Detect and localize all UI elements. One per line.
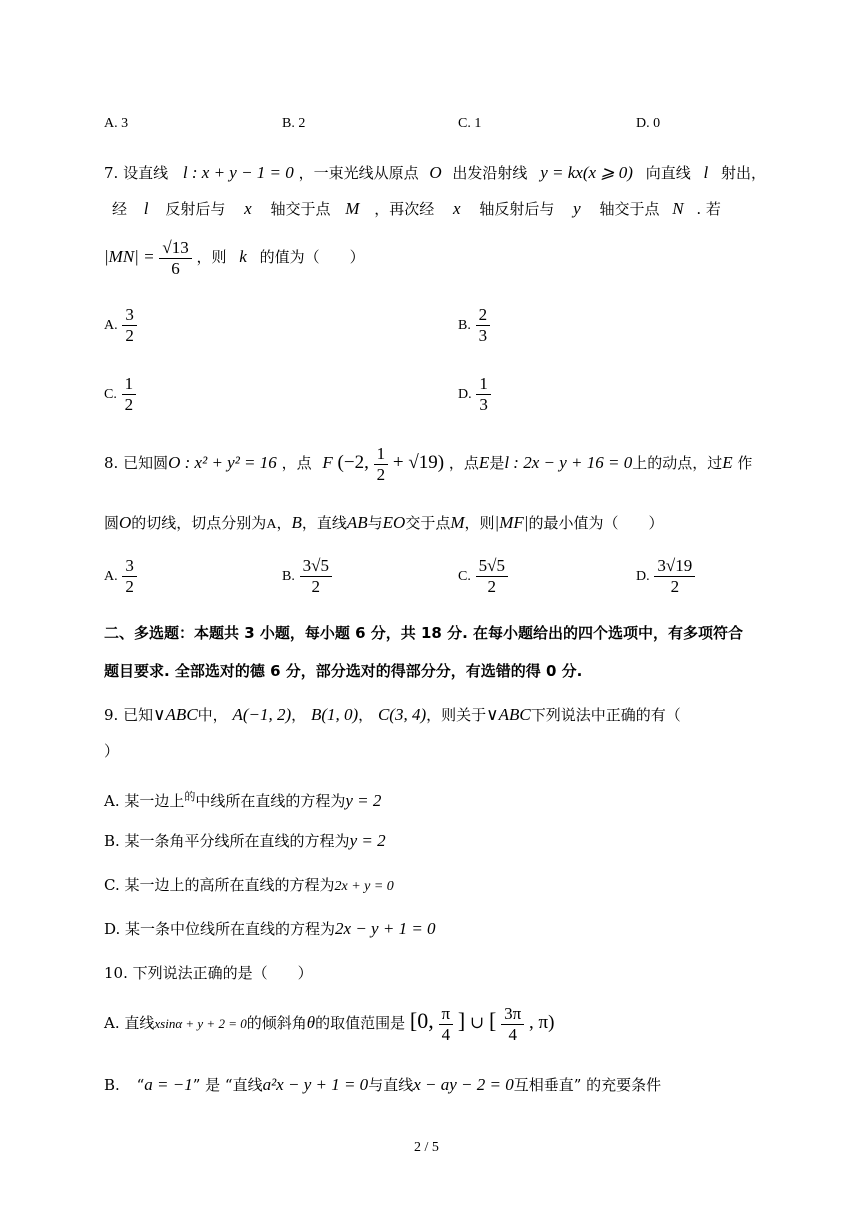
q7-text: 轴交于点 bbox=[270, 200, 331, 218]
q6-option-c: C. 1 bbox=[458, 116, 482, 131]
q7-text: ，再次经 bbox=[374, 200, 435, 218]
option-equation: x − ay − 2 = 0 bbox=[413, 1075, 514, 1094]
q7-text: 轴交于点 bbox=[599, 200, 660, 218]
option-fraction bbox=[300, 556, 332, 596]
option-text: A. 直线 bbox=[104, 1014, 155, 1033]
q7-text: 射出， bbox=[721, 164, 767, 182]
q7-mn-fraction bbox=[159, 238, 191, 278]
option-equation: a = −1 bbox=[144, 1075, 193, 1094]
option-equation: a²x − y + 1 = 0 bbox=[262, 1075, 369, 1094]
q8-option-c bbox=[458, 556, 508, 596]
fraction-numerator: 5√5 bbox=[476, 556, 508, 577]
q8-text: 是 bbox=[489, 454, 505, 473]
q7-text: 的值为（ ） bbox=[259, 248, 365, 267]
q8-f-coord: + √19) bbox=[392, 452, 445, 474]
q8-point-f: F bbox=[322, 453, 333, 473]
option-text: 中线所在直线的方程为 bbox=[195, 792, 346, 810]
option-label: D. bbox=[458, 387, 472, 403]
q7-text: 轴反射后与 bbox=[479, 200, 555, 218]
option-equation: 2x − y + 1 = 0 bbox=[335, 919, 436, 938]
fraction-numerator: 3 bbox=[122, 305, 137, 326]
q8-stem-line1 bbox=[104, 444, 752, 484]
q7-l: l bbox=[143, 199, 149, 218]
q9-point-a: A(−1, 2) bbox=[232, 705, 292, 724]
q8-line-eq: l : 2x − y + 16 = 0 bbox=[504, 453, 633, 473]
q10-stem: 10. 下列说法正确的是（ ） bbox=[104, 964, 313, 982]
fraction-numerator: π bbox=[439, 1004, 454, 1025]
fraction-denominator: 2 bbox=[376, 464, 386, 484]
q9-point-c: C(3, 4) bbox=[377, 705, 427, 724]
q7-origin: O bbox=[429, 163, 442, 182]
q7-line-eq: l : x + y − 1 = 0 bbox=[182, 163, 294, 182]
q8-text: 的最小值为（ ） bbox=[528, 514, 664, 532]
option-text: 的倾斜角 bbox=[246, 1014, 307, 1033]
range-bracket: [ bbox=[489, 1008, 497, 1034]
q9-triangle: ∨ABC bbox=[153, 705, 198, 724]
q8-number: 8. bbox=[104, 454, 119, 473]
option-fraction bbox=[476, 305, 491, 345]
option-equation: y = 2 bbox=[345, 791, 382, 810]
q7-stem-line1 bbox=[104, 162, 766, 183]
option-label: B. bbox=[282, 569, 295, 585]
q7-option-a bbox=[104, 305, 137, 345]
option-text: 的取值范围是 bbox=[315, 1014, 406, 1033]
option-label: C. bbox=[458, 569, 471, 585]
q8-point-m: M bbox=[450, 513, 465, 532]
fraction-numerator: 3π bbox=[501, 1004, 524, 1025]
option-fraction bbox=[654, 556, 695, 596]
fraction-numerator: 2 bbox=[476, 305, 491, 326]
q8-text: 的切线，切点分别为 bbox=[131, 514, 267, 532]
q6-option-a: A. 3 bbox=[104, 116, 129, 131]
fraction-denominator: 2 bbox=[311, 576, 321, 596]
q8-text: ，点 bbox=[448, 454, 479, 473]
q9-close-paren: ） bbox=[104, 742, 120, 760]
fraction-numerator: 1 bbox=[374, 444, 389, 465]
q8-text: 上的动点，过 bbox=[632, 454, 723, 473]
fraction-denominator: 2 bbox=[124, 394, 134, 414]
q9-option-d bbox=[104, 918, 436, 939]
q9-number: 9. bbox=[104, 706, 119, 724]
q7-stem-line3 bbox=[104, 238, 365, 278]
fraction-denominator: 3 bbox=[479, 394, 488, 414]
option-equation: xsinα + y + 2 = 0 bbox=[154, 1016, 247, 1032]
q7-text: . 若 bbox=[696, 200, 721, 218]
q8-stem-line2 bbox=[104, 512, 663, 533]
option-text: A. 某一边上 bbox=[104, 792, 185, 810]
q10-option-a bbox=[104, 1004, 554, 1044]
fraction-denominator: 2 bbox=[670, 576, 680, 596]
q8-f-fraction bbox=[374, 444, 389, 484]
range-fraction bbox=[501, 1004, 524, 1044]
q8-point-a: A bbox=[266, 517, 277, 532]
q8-text: 作 bbox=[737, 454, 753, 473]
q9-text: 已知 bbox=[123, 706, 154, 724]
q8-option-b bbox=[282, 556, 332, 596]
q7-text: 反射后与 bbox=[165, 200, 226, 218]
option-text: “ bbox=[136, 1076, 145, 1094]
fraction-numerator: 1 bbox=[476, 374, 491, 395]
q8-point-e: E bbox=[722, 453, 733, 473]
option-fraction bbox=[476, 556, 508, 596]
q8-text: 已知圆 bbox=[123, 454, 169, 473]
q8-mf: |MF| bbox=[494, 513, 529, 532]
option-text: 的 bbox=[184, 790, 196, 803]
union-symbol: ∪ bbox=[470, 1013, 485, 1033]
fraction-numerator: 1 bbox=[122, 374, 137, 395]
option-equation: 2x + y = 0 bbox=[334, 879, 394, 894]
q9-stem: 9. 已知∨ABC中， A(−1, 2)， B(1, 0)， C(3, 4)，则关于∨ABC下列说法中正确的有（ bbox=[104, 705, 681, 724]
range-bracket: [0, bbox=[409, 1008, 434, 1034]
q9-text: ，则关于 bbox=[426, 706, 487, 724]
option-fraction bbox=[122, 556, 137, 596]
option-label: B. bbox=[458, 318, 471, 334]
q6-option-d: D. 0 bbox=[636, 116, 661, 131]
option-fraction bbox=[122, 305, 137, 345]
q7-x: x bbox=[452, 199, 461, 218]
q8-text: ， bbox=[276, 514, 292, 532]
fraction-denominator: 2 bbox=[487, 576, 497, 596]
q7-k: k bbox=[239, 247, 247, 267]
fraction-numerator: √13 bbox=[159, 238, 191, 259]
q9-option-a bbox=[104, 788, 381, 811]
option-fraction bbox=[476, 374, 491, 414]
q8-circle-o: O bbox=[119, 513, 132, 532]
range-bracket: ] bbox=[457, 1008, 466, 1034]
q9-text: 下列说法中正确的有（ bbox=[530, 706, 681, 724]
q9-option-c bbox=[104, 874, 394, 895]
option-text: B. bbox=[104, 1076, 120, 1094]
q7-option-b bbox=[458, 305, 490, 345]
q8-option-a bbox=[104, 556, 137, 596]
q8-text: ，直线 bbox=[301, 514, 347, 532]
range-bracket: , π) bbox=[529, 1012, 555, 1034]
q7-text: ，一束光线从原点 bbox=[298, 164, 419, 182]
q7-mn: |MN| = bbox=[104, 247, 155, 267]
section-heading-line1: 二、多选题：本题共 3 小题，每小题 6 分，共 18 分. 在每小题给出的四个选项中，有多项符合 bbox=[104, 624, 744, 642]
q8-point-e: E bbox=[478, 453, 490, 473]
page-number: 2 / 5 bbox=[414, 1140, 439, 1155]
option-text: B. 某一条角平分线所在直线的方程为 bbox=[104, 832, 350, 850]
q9-point-b: B(1, 0) bbox=[310, 705, 359, 724]
q9-triangle: ∨ABC bbox=[486, 705, 531, 724]
option-label: A. bbox=[104, 569, 118, 585]
q8-line-ab: AB bbox=[346, 513, 368, 532]
q8-line-eo: EO bbox=[382, 513, 406, 532]
q8-text: ，则 bbox=[464, 514, 495, 532]
option-theta: θ bbox=[306, 1013, 316, 1033]
q7-point-n: N bbox=[672, 199, 684, 218]
q8-f-coord: (−2, bbox=[337, 452, 369, 474]
q7-option-c bbox=[104, 374, 136, 414]
fraction-numerator: 3√5 bbox=[300, 556, 332, 577]
fraction-denominator: 3 bbox=[478, 325, 488, 345]
q10-option-b bbox=[104, 1074, 661, 1095]
option-label: C. bbox=[104, 387, 117, 403]
option-text: C. 某一边上的高所在直线的方程为 bbox=[104, 876, 335, 894]
option-text: D. 某一条中位线所在直线的方程为 bbox=[104, 920, 336, 938]
fraction-denominator: 2 bbox=[125, 325, 134, 345]
q7-x: x bbox=[244, 199, 252, 218]
q8-text: 与 bbox=[367, 514, 383, 532]
fraction-denominator: 4 bbox=[441, 1024, 451, 1044]
q8-text: 圆 bbox=[104, 514, 120, 532]
q7-text: 向直线 bbox=[645, 164, 691, 182]
q9-option-b bbox=[104, 830, 386, 851]
q8-text: ，点 bbox=[281, 454, 312, 473]
q7-text: 设直线 bbox=[123, 164, 169, 182]
q8-option-d bbox=[636, 556, 695, 596]
q7-text: 出发沿射线 bbox=[452, 164, 528, 182]
q7-number: 7. bbox=[104, 164, 119, 182]
q7-ray-eq: y = kx(x ⩾ 0) bbox=[540, 163, 633, 182]
q8-point-b: B bbox=[291, 513, 302, 532]
q7-text: ，则 bbox=[196, 248, 227, 267]
q6-option-b: B. 2 bbox=[282, 116, 306, 131]
option-equation: y = 2 bbox=[349, 831, 386, 850]
option-text: 互相垂直” 的充要条件 bbox=[513, 1076, 662, 1094]
q7-point-m: M bbox=[345, 199, 360, 218]
fraction-numerator: 3√19 bbox=[654, 556, 695, 577]
q8-text: 交于点 bbox=[405, 514, 451, 532]
fraction-denominator: 4 bbox=[508, 1024, 517, 1044]
option-text: ” 是 “直线 bbox=[192, 1076, 263, 1094]
q7-stem-line2 bbox=[112, 198, 721, 219]
q7-option-d bbox=[458, 374, 491, 414]
fraction-numerator: 3 bbox=[122, 556, 137, 577]
q8-circle-eq: O : x² + y² = 16 bbox=[168, 453, 277, 473]
range-fraction bbox=[439, 1004, 454, 1044]
q7-y: y bbox=[573, 199, 581, 218]
q9-text: 中， bbox=[197, 706, 228, 724]
q7-text: 经 bbox=[112, 200, 128, 218]
section-heading-line2: 题目要求. 全部选对的德 6 分，部分选对的得部分分，有选错的得 0 分. bbox=[104, 662, 583, 680]
option-text: 与直线 bbox=[368, 1076, 414, 1094]
fraction-denominator: 2 bbox=[125, 576, 134, 596]
option-label: A. bbox=[104, 318, 118, 334]
option-fraction bbox=[122, 374, 137, 414]
fraction-denominator: 6 bbox=[171, 258, 180, 278]
q7-l: l bbox=[703, 163, 709, 182]
option-label: D. bbox=[636, 569, 650, 585]
